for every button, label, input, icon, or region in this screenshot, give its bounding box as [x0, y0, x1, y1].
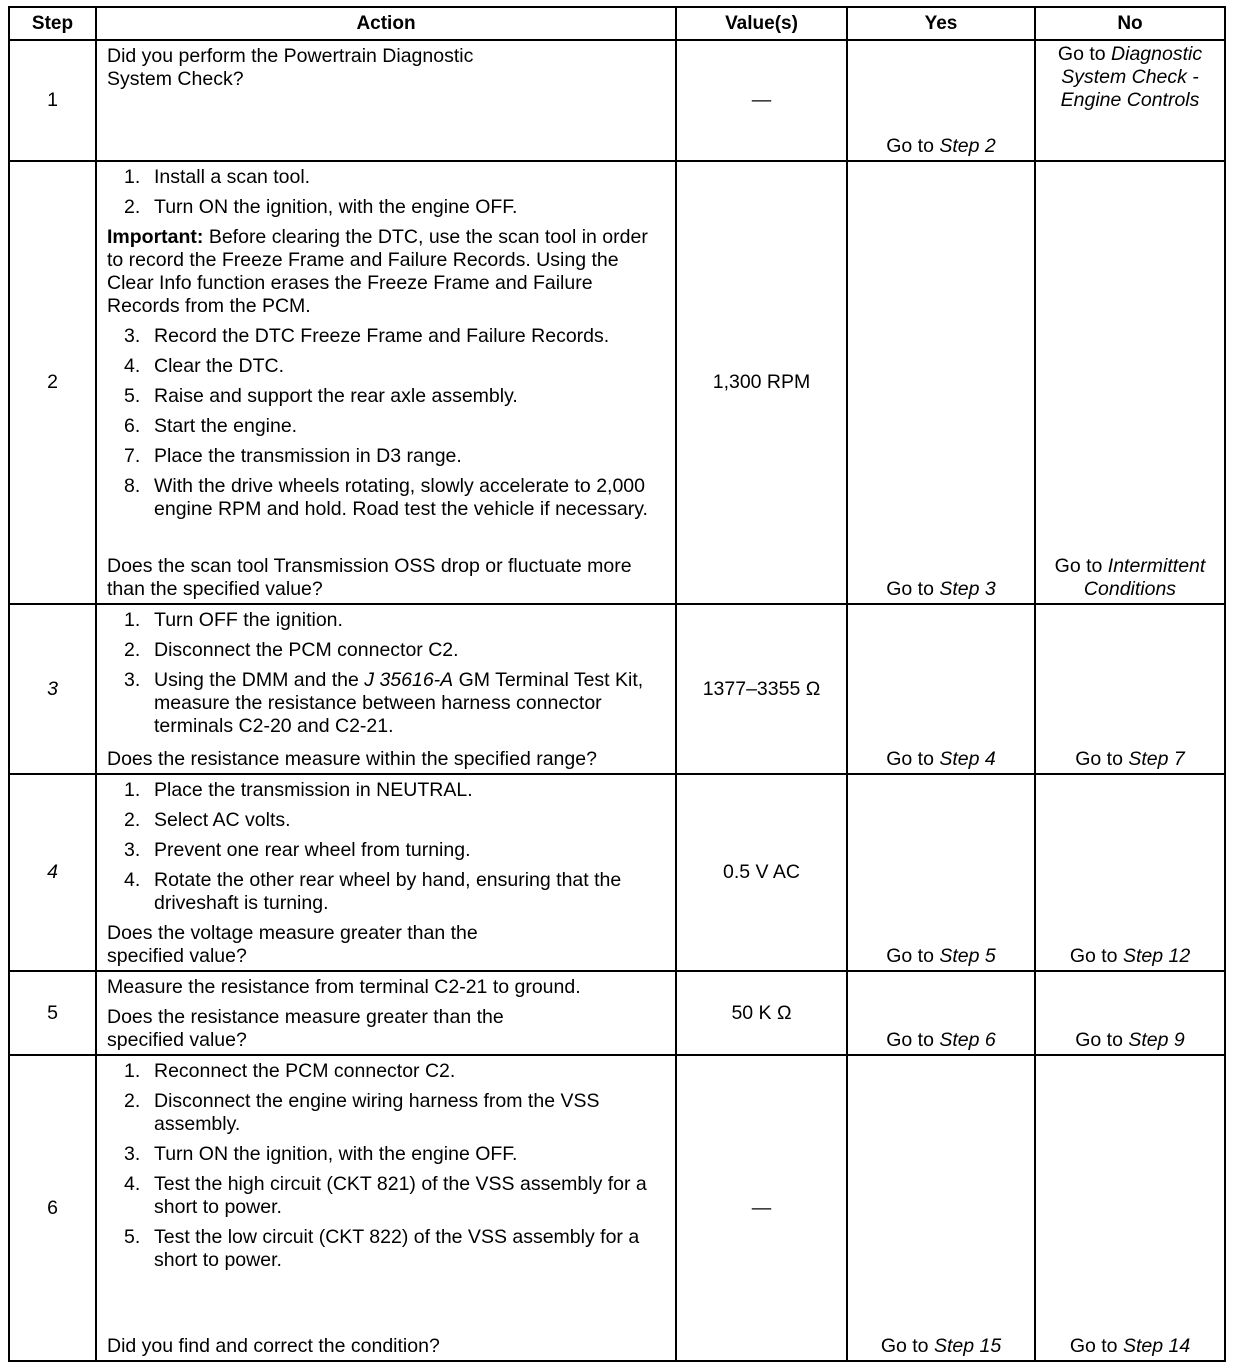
- no-cell: [1035, 40, 1225, 161]
- list-item: 1. Reconnect the PCM connector C2.: [124, 1060, 456, 1082]
- value-cell: 1,300 RPM: [676, 161, 847, 604]
- table-row: [9, 1055, 1225, 1361]
- value-cell: 1377–3355 Ω: [676, 604, 847, 774]
- value-cell: —: [676, 1055, 847, 1361]
- list-item: 3. Prevent one rear wheel from turning.: [124, 839, 471, 861]
- question-text: Did you find and correct the condition?: [107, 1335, 440, 1357]
- yes-goto-link[interactable]: Go to Step 3: [886, 578, 996, 600]
- yes-goto-link[interactable]: Go to Step 5: [886, 945, 996, 967]
- action-cell: [96, 40, 676, 161]
- yes-goto-link[interactable]: Go to Step 6: [886, 1029, 996, 1051]
- question-text: Does the resistance measure within the specified range?: [107, 748, 597, 770]
- table-row: [9, 161, 1225, 604]
- step-number: 5: [9, 971, 96, 1055]
- table-row: [9, 971, 1225, 1055]
- list-item: 2. Disconnect the PCM connector C2.: [124, 639, 459, 661]
- header-no: No: [1035, 7, 1225, 40]
- no-cell: [1035, 1055, 1225, 1361]
- action-steps: [107, 1060, 665, 1272]
- list-item: 5. Raise and support the rear axle assembly.: [124, 385, 518, 407]
- action-steps: [107, 166, 665, 219]
- diagnostic-table: [8, 6, 1226, 1362]
- yes-cell: [847, 161, 1035, 604]
- list-item: 8. With the drive wheels rotating, slowly accelerate to 2,000 engine RPM and hold. Road test the vehicle if necessary.: [124, 475, 648, 520]
- yes-cell: [847, 40, 1035, 161]
- action-steps: [107, 325, 665, 521]
- action-cell: [96, 161, 676, 604]
- no-cell: [1035, 604, 1225, 774]
- list-item: 6. Start the engine.: [124, 415, 298, 437]
- list-item: 1. Place the transmission in NEUTRAL.: [124, 779, 473, 801]
- no-cell: [1035, 774, 1225, 971]
- table-row: [9, 774, 1225, 971]
- list-item: 2. Disconnect the engine wiring harness from the VSS assembly.: [124, 1090, 600, 1135]
- header-action: Action: [96, 7, 676, 40]
- no-goto-link[interactable]: Go to Step 12: [1069, 945, 1191, 967]
- step-number: 3: [9, 604, 96, 774]
- action-cell: [96, 604, 676, 774]
- list-item: 4. Clear the DTC.: [124, 355, 285, 377]
- action-cell: [96, 774, 676, 971]
- list-item: 1. Turn OFF the ignition.: [124, 609, 343, 631]
- step-number: 6: [9, 1055, 96, 1361]
- question-text: Does the voltage measure greater than the specified value?: [107, 922, 478, 967]
- yes-cell: [847, 1055, 1035, 1361]
- yes-cell: [847, 604, 1035, 774]
- question-text: Does the scan tool Transmission OSS drop or fluctuate more than the specified value?: [107, 555, 632, 600]
- table-row: [9, 40, 1225, 161]
- list-item: 7. Place the transmission in D3 range.: [124, 445, 462, 467]
- yes-cell: [847, 971, 1035, 1055]
- step-number: 2: [9, 161, 96, 604]
- yes-goto-link[interactable]: Go to Step 2: [886, 135, 996, 157]
- yes-goto-link[interactable]: Go to Step 15: [880, 1335, 1002, 1357]
- list-item: 2. Select AC volts.: [124, 809, 291, 831]
- header-yes: Yes: [847, 7, 1035, 40]
- list-item: 4. Rotate the other rear wheel by hand, ensuring that the driveshaft is turning.: [124, 869, 622, 914]
- no-goto-link[interactable]: Go to Step 14: [1069, 1335, 1191, 1357]
- no-cell: [1035, 971, 1225, 1055]
- list-item: 4. Test the high circuit (CKT 821) of the VSS assembly for a short to power.: [124, 1173, 647, 1218]
- action-steps: [107, 779, 665, 915]
- question-text: Did you perform the Powertrain Diagnostic System Check?: [107, 45, 474, 90]
- no-cell: [1035, 161, 1225, 604]
- header-step: Step: [9, 7, 96, 40]
- header-values: Value(s): [676, 7, 847, 40]
- yes-cell: [847, 774, 1035, 971]
- list-item: 2. Turn ON the ignition, with the engine OFF.: [124, 196, 518, 218]
- question-text: Does the resistance measure greater than the specified value?: [107, 1006, 504, 1051]
- action-cell: [96, 971, 676, 1055]
- step-number: 4: [9, 774, 96, 971]
- table-row: [9, 604, 1225, 774]
- value-cell: 50 K Ω: [676, 971, 847, 1055]
- action-steps: [107, 609, 665, 738]
- value-cell: 0.5 V AC: [676, 774, 847, 971]
- no-goto-link[interactable]: Go to Diagnostic System Check - Engine Controls: [1057, 43, 1203, 111]
- no-goto-link[interactable]: Go to Step 9: [1075, 1029, 1185, 1051]
- yes-goto-link[interactable]: Go to Step 4: [886, 748, 996, 770]
- no-goto-link[interactable]: Go to Intermittent Conditions: [1054, 555, 1206, 600]
- action-cell: [96, 1055, 676, 1361]
- step-number: 1: [9, 40, 96, 161]
- list-item: 1. Install a scan tool.: [124, 166, 311, 188]
- header-row: [9, 7, 1225, 40]
- list-item: 3. Turn ON the ignition, with the engine OFF.: [124, 1143, 518, 1165]
- instruction-text: Measure the resistance from terminal C2-21 to ground.: [107, 976, 581, 998]
- list-item: 3. Using the DMM and the J 35616-A GM Terminal Test Kit, measure the resistance between harness connector terminals C2-20 and C2-21.: [124, 669, 644, 737]
- no-goto-link[interactable]: Go to Step 7: [1075, 748, 1185, 770]
- list-item: 5. Test the low circuit (CKT 822) of the VSS assembly for a short to power.: [124, 1226, 640, 1271]
- value-cell: —: [676, 40, 847, 161]
- important-note: Important: Before clearing the DTC, use the scan tool in order to record the Freeze Frame and Failure Records. Using the Clear Info function erases the Freeze Frame and Failure Records from the PCM.: [107, 226, 648, 317]
- list-item: 3. Record the DTC Freeze Frame and Failure Records.: [124, 325, 610, 347]
